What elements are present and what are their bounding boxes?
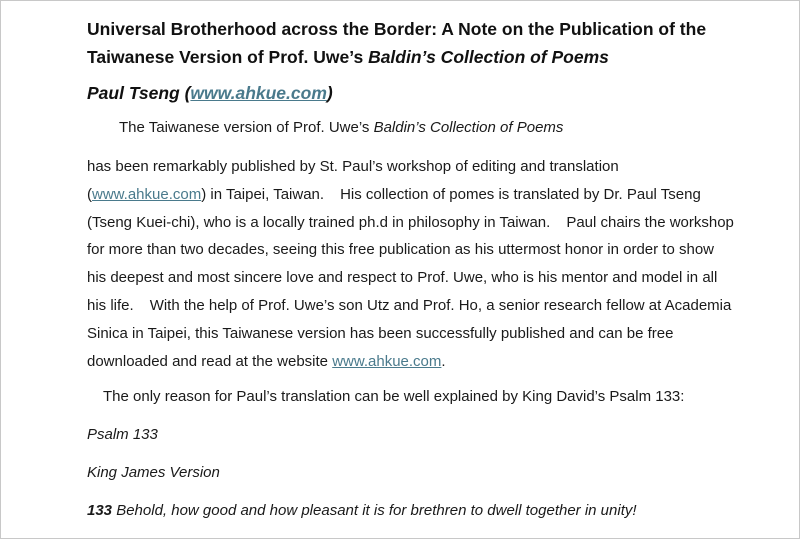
intro-book-name: Baldin’s Collection of Poems (373, 119, 564, 136)
author-name: Paul Tseng ( (87, 83, 191, 103)
body-website-link-1[interactable]: www.ahkue.com (92, 185, 202, 203)
intro-text: The Taiwanese version of Prof. Uwe’s (119, 119, 374, 136)
body-sentence-1: has been remarkably published by St. Paul’s workshop of editing and translation ( (87, 158, 619, 203)
document-title (87, 15, 737, 71)
body-sentence-5: With the help of Prof. Uwe’s son Utz and Prof. Ho, a senior research fellow at Academia Sinica in Taipei, this Taiwanese version has been successfully published and can be free downloaded and read at the website (87, 296, 732, 370)
body-sentence-4: Paul chairs the workshop for more than two decades, seeing this free publication as his uttermost honor in order to show his deepest and most sincere love and respect to Prof. Uwe, who is his mentor and model in all his life. (87, 213, 734, 314)
author-line (87, 79, 737, 107)
psalm-intro-paragraph: The only reason for Paul’s translation can be well explained by King David’s Psalm 133: (103, 388, 685, 406)
body-website-link-2[interactable]: www.ahkue.com (332, 352, 442, 370)
body-sentence-2: ) in Taipei, Taiwan. (201, 185, 325, 203)
body-sentence-3: His collection of pomes is translated by Dr. Paul Tseng (Tseng Kuei-chi), who is a locally trained ph.d in philosophy in Taiwan. (87, 185, 701, 231)
title-book-name: Baldin’s Collection of Poems (368, 47, 609, 67)
verse-number: 133 (87, 502, 113, 520)
bible-version: King James Version (87, 464, 220, 482)
psalm-title: Psalm 133 (87, 426, 158, 444)
author-website-link[interactable]: www.ahkue.com (190, 83, 327, 103)
author-close-paren: ) (326, 83, 333, 103)
title-line-2-prefix: Taiwanese Version of Prof. Uwe’s (87, 47, 369, 67)
title-line-1: Universal Brotherhood across the Border: A Note on the Publication of the (87, 19, 707, 39)
verse-text: Behold, how good and how pleasant it is for brethren to dwell together in unity! (112, 502, 637, 520)
body-end: . (441, 352, 446, 370)
body-paragraph (87, 153, 737, 375)
document-content (87, 15, 737, 524)
psalm-verse (87, 498, 737, 524)
intro-paragraph (87, 115, 737, 141)
